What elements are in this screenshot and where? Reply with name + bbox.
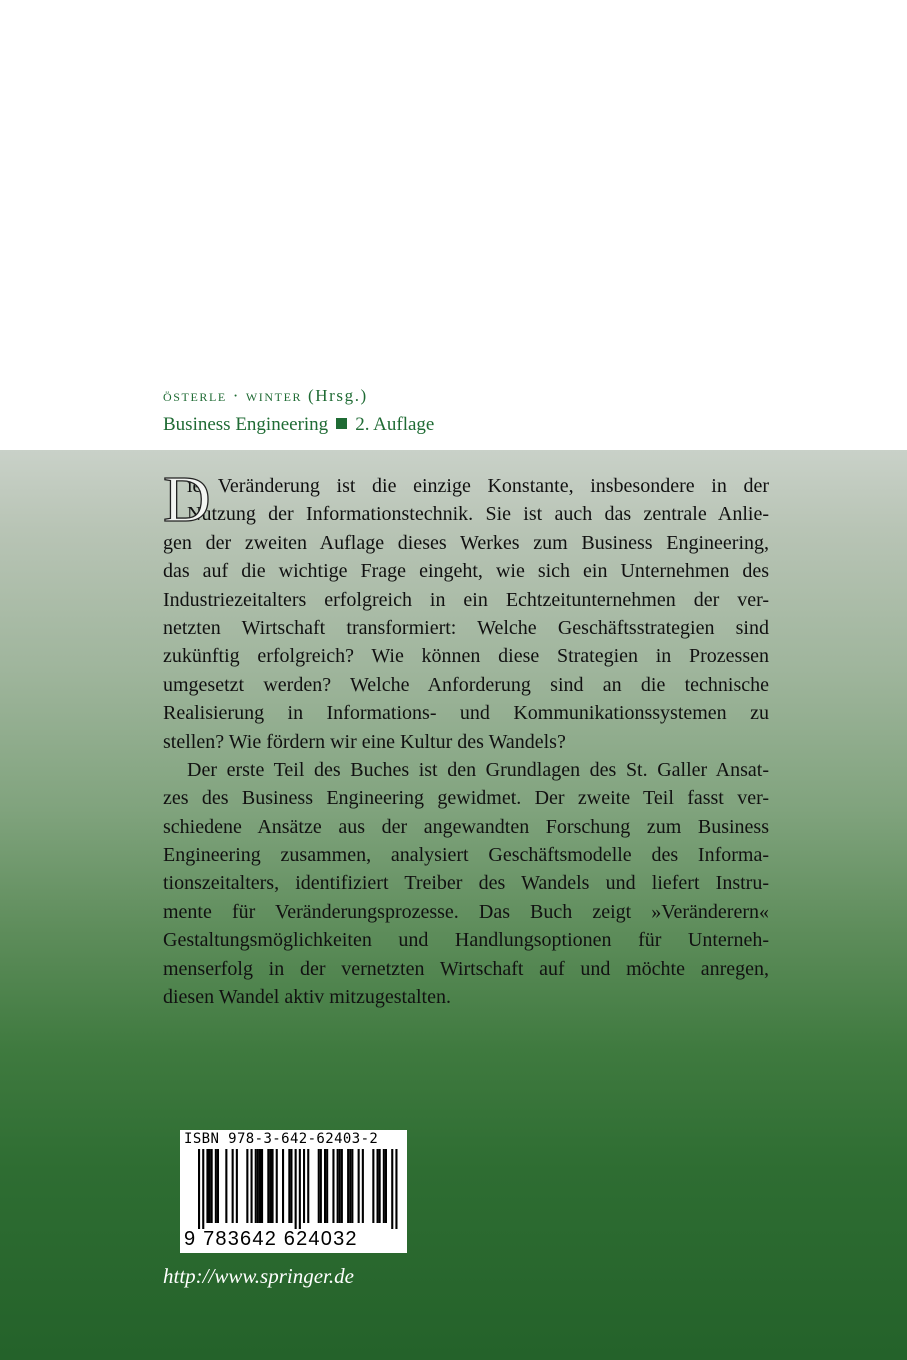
blurb-line: stellen? Wie fördern wir eine Kultur des Wandels? <box>163 730 566 753</box>
blurb-line: Industriezeitalters erfolgreich in ein Echtzeitunternehmen der ver- <box>163 588 769 611</box>
barcode-bar <box>261 1149 263 1223</box>
barcode-bar <box>198 1149 200 1229</box>
barcode-bar <box>257 1149 259 1223</box>
blurb-line: ie Veränderung ist die einzige Konstante, insbesondere in der <box>187 475 769 497</box>
barcode-bar <box>282 1149 284 1223</box>
blurb-line: Gestaltungsmöglichkeiten und Handlungsoptionen für Unterneh- <box>163 929 769 952</box>
barcode-bar <box>290 1149 292 1223</box>
barcode-bar <box>347 1149 349 1223</box>
dropcap-letter: D <box>163 463 211 536</box>
barcode-bar <box>288 1149 290 1223</box>
barcode-bar <box>341 1149 343 1223</box>
barcode-bar <box>251 1149 253 1223</box>
barcode-bar <box>379 1149 381 1223</box>
blurb-line: netzten Wirtschaft transformiert: Welche Geschäftsstrategien sind <box>163 616 769 639</box>
book-title: Business Engineering <box>163 414 329 435</box>
barcode-bar <box>269 1149 271 1223</box>
barcode-bar <box>337 1149 339 1223</box>
barcode-bar <box>276 1149 278 1223</box>
barcode-bar <box>391 1149 393 1229</box>
blurb-line: tionszeitalters, identifiziert Treiber des Wandels und liefert Instru- <box>163 872 769 895</box>
barcode-bar <box>267 1149 269 1223</box>
authors-line <box>163 383 434 409</box>
barcode-bar <box>385 1149 387 1223</box>
barcode-bar <box>358 1149 360 1223</box>
barcode-bar <box>232 1149 234 1223</box>
blurb-text <box>163 463 769 1011</box>
barcode-bar <box>324 1149 326 1223</box>
barcode-bar <box>349 1149 351 1223</box>
barcode-bar <box>246 1149 248 1223</box>
cover-top-white <box>0 0 907 450</box>
blurb-line: Nutzung der Informationstechnik. Sie ist auch das zentrale Anlie- <box>187 503 769 526</box>
barcode-bar <box>295 1149 297 1229</box>
barcode-bar <box>318 1149 320 1223</box>
barcode-bar <box>225 1149 227 1223</box>
barcode-bar <box>209 1149 211 1223</box>
edition-label: 2. Auflage <box>355 414 435 435</box>
barcode-bar <box>326 1149 328 1223</box>
title-line <box>163 410 434 440</box>
blurb-line: menserfolg in der vernetzten Wirtschaft auf und möchte anregen, <box>163 957 769 980</box>
publisher-url[interactable]: http://www.springer.de <box>163 1264 354 1288</box>
barcode-bar <box>202 1149 204 1229</box>
barcode-bar <box>215 1149 217 1223</box>
barcode-bar <box>372 1149 374 1223</box>
barcode-bar <box>211 1149 213 1223</box>
blurb-line: diesen Wandel aktiv mitzugestalten. <box>163 986 451 1009</box>
author-2: winter <box>245 386 303 405</box>
barcode-bar <box>362 1149 364 1223</box>
barcode-bar <box>206 1149 208 1223</box>
blurb-line: Der erste Teil des Buches ist den Grundlagen des St. Galler Ansat- <box>187 758 769 781</box>
blurb-line: Engineering zusammen, analysiert Geschäftsmodelle des Informa- <box>163 844 769 867</box>
blurb-line: zes des Business Engineering gewidmet. Der zweite Teil fasst ver- <box>163 787 769 810</box>
barcode-bar <box>236 1149 238 1223</box>
barcode-bar <box>307 1149 309 1223</box>
blurb-line: Realisierung in Informations- und Kommunikationssystemen zu <box>163 702 769 725</box>
barcode-bar <box>320 1149 322 1223</box>
barcode-bar <box>255 1149 257 1223</box>
barcode-bar <box>395 1149 397 1229</box>
author-separator: · <box>232 386 240 405</box>
barcode-bar <box>303 1149 305 1223</box>
blurb-line: zukünftig erfolgreich? Wie können diese Strategien in Prozessen <box>163 645 769 668</box>
barcode-bar <box>299 1149 301 1229</box>
barcode-icon <box>180 1149 407 1229</box>
barcode-bar <box>383 1149 385 1223</box>
blurb-line: gen der zweiten Auflage dieses Werkes zum Business Engineering, <box>163 531 769 554</box>
book-header <box>163 383 434 440</box>
barcode-bar <box>217 1149 219 1223</box>
blurb-line: mente für Veränderungsprozesse. Das Buch zeigt »Veränderern« <box>163 900 769 923</box>
author-1: österle <box>163 386 227 405</box>
barcode-bar <box>377 1149 379 1223</box>
square-bullet-icon <box>336 418 347 429</box>
barcode-bar <box>272 1149 274 1223</box>
blurb-line: schiedene Ansätze aus der angewandten Forschung zum Business <box>163 815 769 838</box>
barcode-box <box>180 1130 407 1253</box>
barcode-bar <box>351 1149 353 1223</box>
barcode-bar <box>332 1149 334 1223</box>
barcode-bar <box>259 1149 261 1223</box>
isbn-label: ISBN 978-3-642-62403-2 <box>184 1131 379 1147</box>
editor-note: (Hrsg.) <box>307 386 368 405</box>
ean-digits: 9 783642 624032 <box>184 1228 358 1250</box>
barcode-bar <box>339 1149 341 1223</box>
blurb-line: das auf die wichtige Frage eingeht, wie sich ein Unternehmen des <box>163 560 769 583</box>
blurb-line: umgesetzt werden? Welche Anforderung sind an die technische <box>163 673 769 696</box>
